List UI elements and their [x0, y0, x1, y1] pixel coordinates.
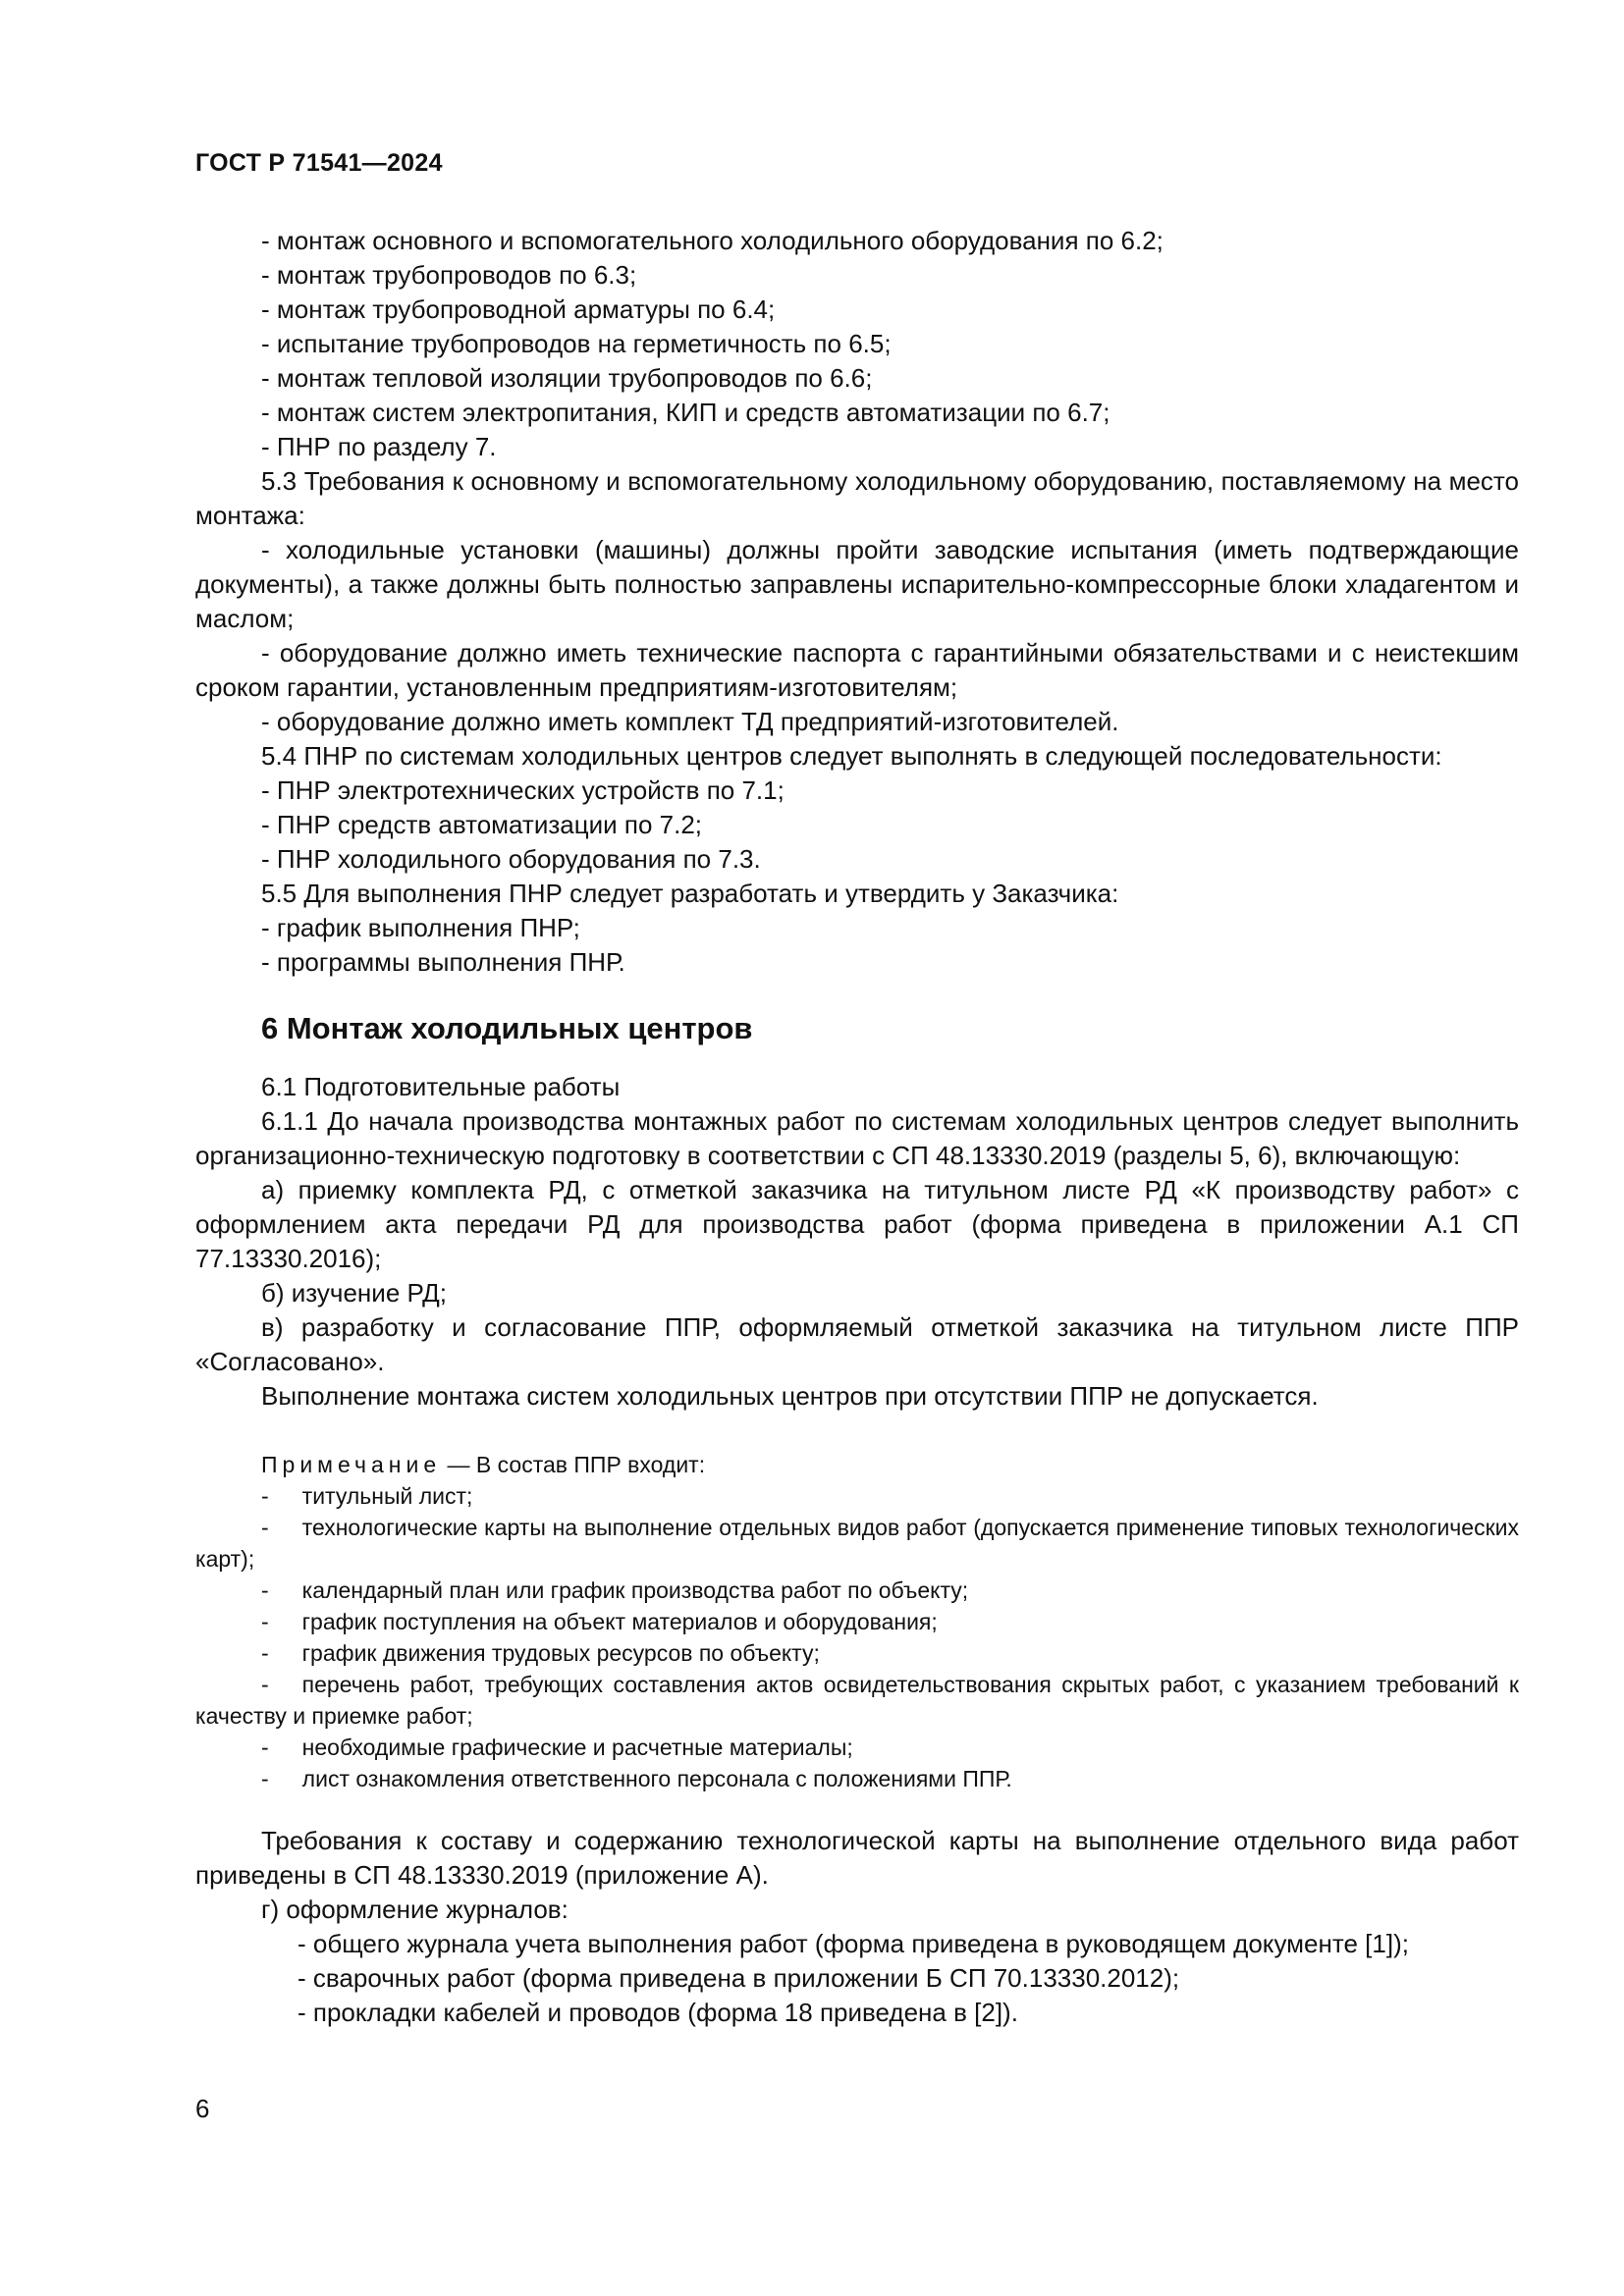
- list-item: - монтаж тепловой изоляции трубопроводов по 6.6;: [261, 363, 873, 393]
- list-item: - испытание трубопроводов на герметичность по 6.5;: [261, 329, 892, 358]
- list-item: - график выполнения ПНР;: [261, 913, 580, 942]
- note-item: - лист ознакомления ответственного персонала с положениями ППР.: [261, 1766, 1012, 1791]
- clause-6-1-1: 6.1.1 До начала производства монтажных работ по системам холодильных центров следует выполнить организационно-техническую подготовку в соответствии с СП 48.13330.2019 (разделы 5, 6), включающую:: [195, 1106, 1519, 1170]
- clause-item-b: б) изучение РД;: [261, 1278, 447, 1308]
- note-label: Примечание: [261, 1452, 442, 1477]
- note-item: - график движения трудовых ресурсов по объекту;: [261, 1640, 820, 1666]
- clause-item-a: а) приемку комплекта РД, с отметкой заказчика на титульном листе РД «К производству работ» с оформлением акта передачи РД для производства работ (форма приведена в приложении А.1 СП 77.13330.2016);: [195, 1175, 1519, 1273]
- note-item: - необходимые графические и расчетные материалы;: [261, 1735, 853, 1760]
- list-5-2: [195, 224, 1519, 464]
- list-item: - монтаж систем электропитания, КИП и средств автоматизации по 6.7;: [261, 398, 1110, 427]
- list-item: - монтаж трубопроводов по 6.3;: [261, 260, 637, 290]
- journal-item: - сварочных работ (форма приведена в приложении Б СП 70.13330.2012);: [298, 1963, 1180, 1993]
- note-item: - технологические карты на выполнение отдельных видов работ (допускается применение типовых технологических карт);: [195, 1515, 1519, 1572]
- tk-requirements: Требования к составу и содержанию технологической карты на выполнение отдельного вида работ приведены в СП 48.13330.2019 (приложение А).: [195, 1826, 1519, 1890]
- clause-item-g: г) оформление журналов:: [261, 1895, 568, 1924]
- clause-5-3: 5.3 Требования к основному и вспомогательному холодильному оборудованию, поставляемому на место монтажа:: [195, 466, 1519, 530]
- list-item: - монтаж основного и вспомогательного холодильного оборудования по 6.2;: [261, 226, 1164, 255]
- journal-item: - прокладки кабелей и проводов (форма 18 приведена в [2]).: [298, 1998, 1018, 2027]
- page-content: [195, 224, 1519, 2030]
- list-item: - ПНР холодильного оборудования по 7.3.: [261, 844, 761, 874]
- note-item: - календарный план или график производства работ по объекту;: [261, 1577, 969, 1603]
- list-item: - монтаж трубопроводной арматуры по 6.4;: [261, 294, 776, 324]
- no-ppr-statement: Выполнение монтажа систем холодильных центров при отсутствии ППР не допускается.: [261, 1381, 1319, 1411]
- list-item: - ПНР электротехнических устройств по 7.1;: [261, 775, 785, 805]
- note-item: - титульный лист;: [261, 1483, 473, 1509]
- document-header: ГОСТ Р 71541—2024: [195, 149, 443, 177]
- note-item: - перечень работ, требующих составления актов освидетельствования скрытых работ, с указанием требований к качеству и приемке работ;: [195, 1672, 1519, 1729]
- list-item: - программы выполнения ПНР.: [261, 947, 625, 977]
- clause-6-1: 6.1 Подготовительные работы: [261, 1072, 621, 1101]
- section-6-title: 6 Монтаж холодильных центров: [261, 1011, 753, 1045]
- journal-item: - общего журнала учета выполнения работ (форма приведена в руководящем документе [1]);: [298, 1929, 1409, 1958]
- note-lead: Примечание — В состав ППР входит:: [261, 1452, 706, 1477]
- list-item: - ПНР по разделу 7.: [261, 432, 497, 461]
- clause-5-5: 5.5 Для выполнения ПНР следует разработать и утвердить у Заказчика:: [261, 879, 1119, 908]
- clause-5-3-item: - оборудование должно иметь комплект ТД предприятий-изготовителей.: [261, 707, 1119, 736]
- clause-5-3-item: - оборудование должно иметь технические паспорта с гарантийными обязательствами и с неистекшим сроком гарантии, установленным предприятиям-изготовителям;: [195, 638, 1519, 702]
- note-item: - график поступления на объект материалов и оборудования;: [261, 1609, 938, 1634]
- page-number: 6: [195, 2094, 210, 2123]
- clause-5-3-item: - холодильные установки (машины) должны пройти заводские испытания (иметь подтверждающие документы), а также должны быть полностью заправлены испарительно-компрессорные блоки хладагентом и маслом;: [195, 535, 1519, 633]
- clause-5-4: 5.4 ПНР по системам холодильных центров следует выполнять в следующей последовательности:: [261, 741, 1442, 771]
- clause-item-v: в) разработку и согласование ППР, оформляемый отметкой заказчика на титульном листе ППР «Согласовано».: [195, 1312, 1519, 1376]
- list-item: - ПНР средств автоматизации по 7.2;: [261, 810, 703, 839]
- note-block: [195, 1449, 1519, 1794]
